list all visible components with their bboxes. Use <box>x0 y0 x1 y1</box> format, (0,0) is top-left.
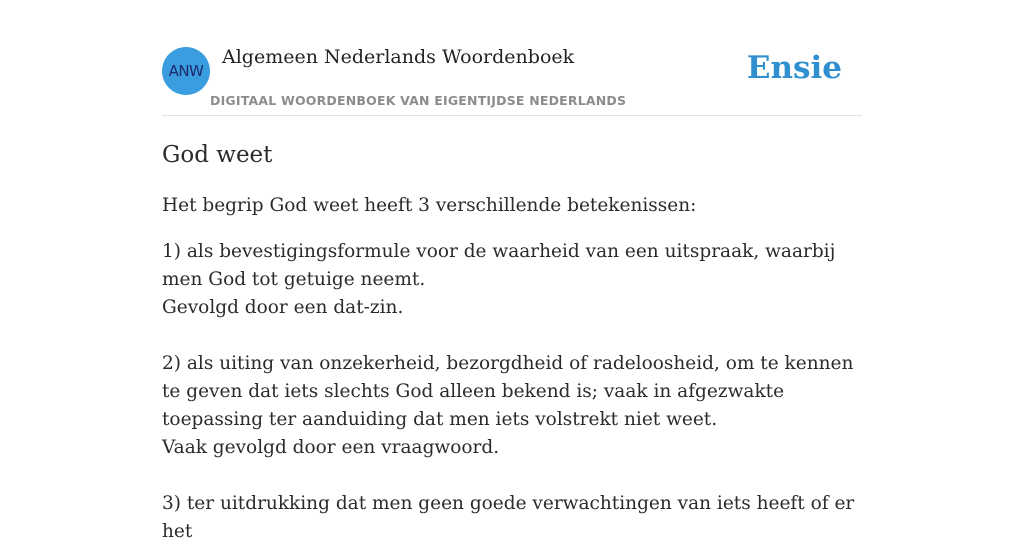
meanings-list <box>162 238 862 546</box>
meaning-note: Gevolgd door een dat-zin. <box>162 297 404 318</box>
site-header <box>162 46 862 116</box>
meaning-definition: 2) als uiting van onzekerheid, bezorgdheid of radeloosheid, om te kennen te geven dat iets slechts God alleen bekend is; vaak in afgezwakte toepassing ter aanduiding dat men iets volstrekt niet weet. <box>162 353 854 430</box>
site-title[interactable]: Algemeen Nederlands Woordenboek <box>222 46 575 68</box>
anw-logo[interactable]: ANW <box>162 47 210 95</box>
meaning-note: Vaak gevolgd door een vraagwoord. <box>162 437 500 458</box>
page-title: God weet <box>162 142 273 168</box>
main-content <box>162 140 862 546</box>
ensie-logo-link[interactable]: Ensie <box>746 50 842 86</box>
meaning-item <box>162 238 862 322</box>
meaning-definition: 1) als bevestigingsformule voor de waarheid van een uitspraak, waarbij men God tot getuige neemt. <box>162 241 836 290</box>
site-subtitle: DIGITAAL WOORDENBOEK VAN EIGENTIJDSE NEDERLANDS <box>210 93 627 108</box>
meaning-item <box>162 350 862 462</box>
intro-text: Het begrip God weet heeft 3 verschillende betekenissen: <box>162 195 697 216</box>
page <box>162 0 862 546</box>
meaning-definition: 3) ter uitdrukking dat men geen goede verwachtingen van iets heeft of er het <box>162 493 855 542</box>
meaning-item <box>162 490 862 546</box>
